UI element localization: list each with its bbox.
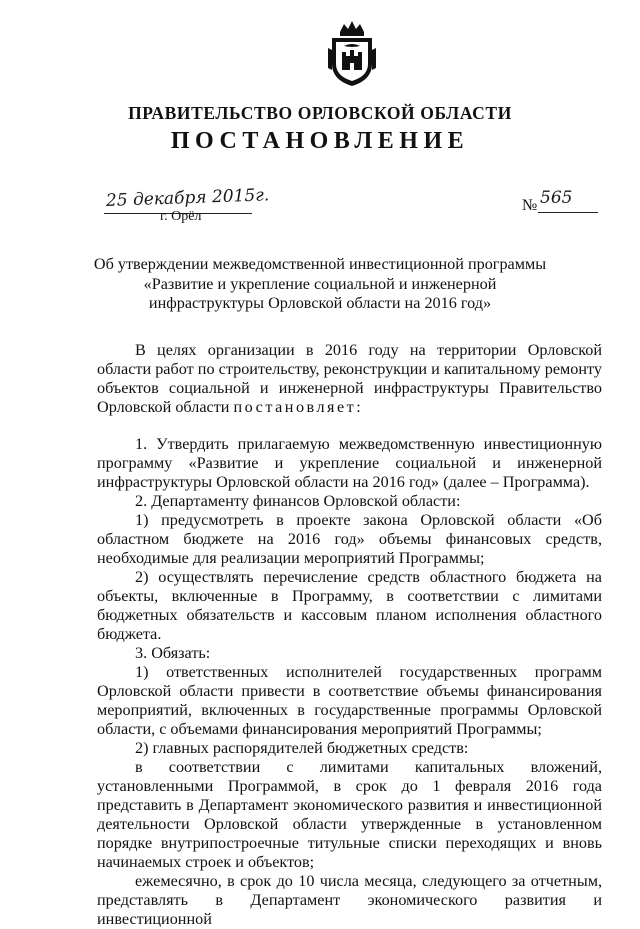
clause-3-1: 1) ответственных исполнителей государственных программ Орловской области привести в соответствие объемы финансирования мероприятий, включенных в государственные программы Орловской области, с объемами финансирования мероприятий Программы; — [97, 663, 602, 738]
clause-3-2-b: ежемесячно, в срок до 10 числа месяца, следующего за отчетным, представлять в Департамент экономического развития и инвестиционной — [97, 872, 602, 928]
clause-3-2-a: в соответствии с лимитами капитальных вложений, установленными Программой, в срок до 1 февраля 2016 года представить в Департамент экономического развития и инвестиционной деятельности Орловской области утвержденные в установленном порядке внутрипостроечные титульные списки переходящих и вновь начинаемых строек и объектов; — [97, 758, 602, 871]
handwritten-number: 565 — [540, 188, 573, 208]
document-type-heading: ПОСТАНОВЛЕНИЕ — [170, 128, 470, 154]
handwritten-date: 25 декабря 2015г. — [105, 185, 270, 211]
number-label: № — [522, 197, 538, 214]
number-underline — [538, 212, 598, 213]
clause-2: 2. Департаменту финансов Орловской области: — [135, 492, 461, 510]
clause-2-2: 2) осуществлять перечисление средств областного бюджета на объекты, включенные в Программу, в соответствии с лимитами бюджетных обязательств и кассовым планом исполнения областного бюджета. — [97, 568, 602, 643]
clause-2-1: 1) предусмотреть в проекте закона Орловской области «Об областном бюджете на 2016 год» объемы финансовых средств, необходимые для реализации мероприятий Программы; — [97, 511, 602, 567]
document-title: Об утверждении межведомственной инвестиционной программы «Развитие и укрепление социальной и инженерной инфраструктуры Орловской области на 2016 год» — [93, 255, 547, 312]
document-body — [97, 341, 602, 929]
clause-3: 3. Обязать: — [135, 644, 211, 662]
preamble-paragraph — [97, 341, 602, 417]
authority-heading: ПРАВИТЕЛЬСТВО ОРЛОВСКОЙ ОБЛАСТИ — [128, 103, 512, 123]
clause-1: 1. Утвердить прилагаемую межведомственную инвестиционную программу «Развитие и укрепление социальной и инженерной инфраструктуры Орловской области на 2016 год» (далее – Программа). — [97, 435, 602, 491]
clause-3-2: 2) главных распорядителей бюджетных средств: — [135, 739, 469, 757]
preamble-text: В целях организации в 2016 году на территории Орловской области работ по строительству, реконструкции и капитальному ремонту объектов социальной и инженерной инфраструктуры Правительство Орловской области — [97, 341, 602, 416]
coat-of-arms-emblem — [326, 18, 378, 88]
preamble-decides: постановляет: — [233, 398, 364, 416]
city-label: г. Орёл — [160, 209, 202, 224]
